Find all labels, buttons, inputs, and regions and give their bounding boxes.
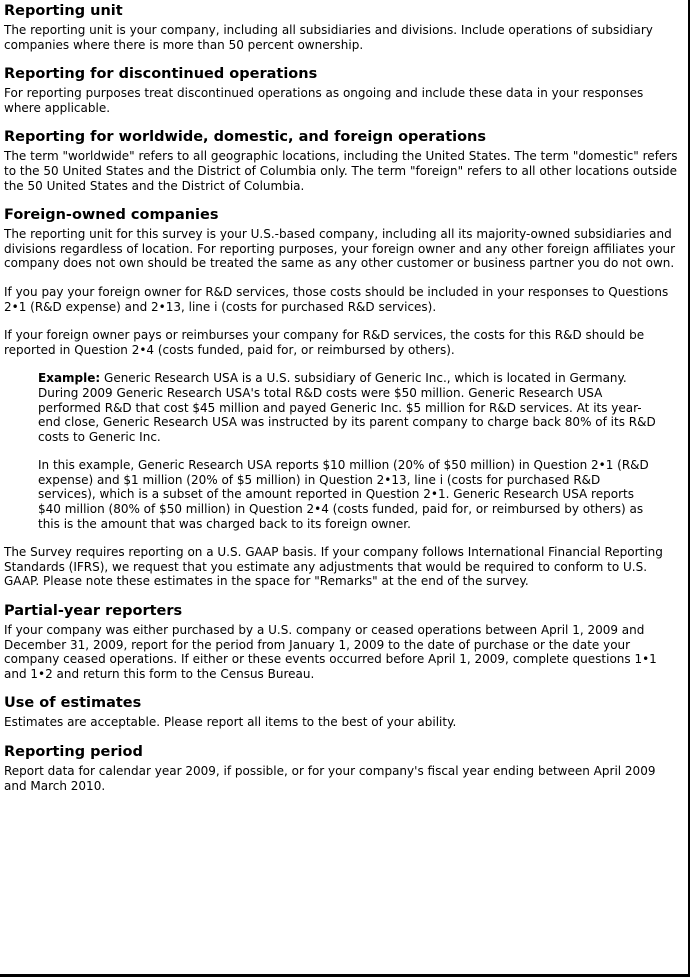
section-use-of-estimates xyxy=(4,695,680,730)
example-block xyxy=(38,371,656,531)
section-heading: Reporting period xyxy=(4,744,143,760)
example-paragraph xyxy=(38,371,656,444)
paragraph: For reporting purposes treat discontinued operations as ongoing and include these data in your responses where applicable. xyxy=(4,86,644,115)
section-heading: Partial-year reporters xyxy=(4,603,183,620)
section-reporting-period xyxy=(4,744,680,793)
paragraph: The Survey requires reporting on a U.S. GAAP basis. If your company follows International Financial Reporting Standards (IFRS), we request that you estimate any adjustments that would be required to conform to U.S. GAAP. Please note these estimates in the space for "Remarks" at the end of the survey. xyxy=(4,545,663,589)
section-heading: Use of estimates xyxy=(4,695,142,712)
paragraph: If you pay your foreign owner for R&D services, those costs should be included in your responses to Questions 2•1 (R&D expense) and 2•13, line i (costs for purchased R&D services). xyxy=(4,284,669,314)
paragraph: If your company was either purchased by a U.S. company or ceased operations between April 1, 2009 and December 31, 2009, report for the period from January 1, 2009 to the date of purchase or the date your company ceased operations. If either or these events occurred before April 1, 2009, complete questions 1•1 and 1•2 and return this form to the Census Bureau. xyxy=(4,623,657,681)
section-heading: Reporting for worldwide, domestic, and foreign operations xyxy=(4,129,487,146)
section-heading: Reporting for discontinued operations xyxy=(4,66,318,83)
paragraph: Report data for calendar year 2009, if possible, or for your company's fiscal year ending between April 2009 and March 2010. xyxy=(4,764,656,793)
example-paragraph: In this example, Generic Research USA reports $10 million (20% of $50 million) in Question 2•1 (R&D expense) and $1 million (20% of $5 million) in Question 2•13, line i (costs for purchased R&D services), which is a subset of the amount reported in Question 2•1. Generic Research USA reports $40 million (80% of $50 million) in Question 2•4 (costs funded, paid for, or reimbursed by others) as this is the amount that was charged back to its foreign owner. xyxy=(38,458,649,531)
paragraph: The term "worldwide" refers to all geographic locations, including the United States. The term "domestic" refers to the 50 United States and the District of Columbia only. The term "foreign" refers to all other locations outside the 50 United States and the District of Columbia. xyxy=(4,149,678,193)
section-discontinued-operations xyxy=(4,66,680,115)
paragraph: Estimates are acceptable. Please report all items to the best of your ability. xyxy=(4,715,457,730)
paragraph: If your foreign owner pays or reimburses your company for R&D services, the costs for this R&D should be reported in Question 2•4 (costs funded, paid for, or reimbursed by others). xyxy=(4,328,645,357)
section-partial-year-reporters xyxy=(4,603,680,681)
section-foreign-owned-companies xyxy=(4,207,680,589)
example-label: Example: xyxy=(38,371,101,386)
paragraph: The reporting unit for this survey is your U.S.-based company, including all its majority-owned subsidiaries and divisions regardless of location. For reporting purposes, your foreign owner and any other foreign affiliates your company does not own should be treated the same as any other customer or business partner you do not own. xyxy=(4,227,676,271)
example-text: Generic Research USA is a U.S. subsidiary of Generic Inc., which is located in Germany. During 2009 Generic Research USA's total R&D costs were $50 million. Generic Research USA performed R&D that cost $45 million and payed Generic Inc. $5 million for R&D services. At its year-end close, Generic Research USA was instructed by its parent company to charge back 80% of its R&D costs to Generic Inc. xyxy=(38,371,656,444)
section-heading: Foreign-owned companies xyxy=(4,207,219,224)
paragraph: The reporting unit is your company, including all subsidiaries and divisions. Include operations of subsidiary companies where there is more than 50 percent ownership. xyxy=(4,23,653,52)
section-reporting-unit xyxy=(4,3,680,52)
section-worldwide-domestic-foreign xyxy=(4,129,680,193)
section-heading: Reporting unit xyxy=(4,3,123,19)
